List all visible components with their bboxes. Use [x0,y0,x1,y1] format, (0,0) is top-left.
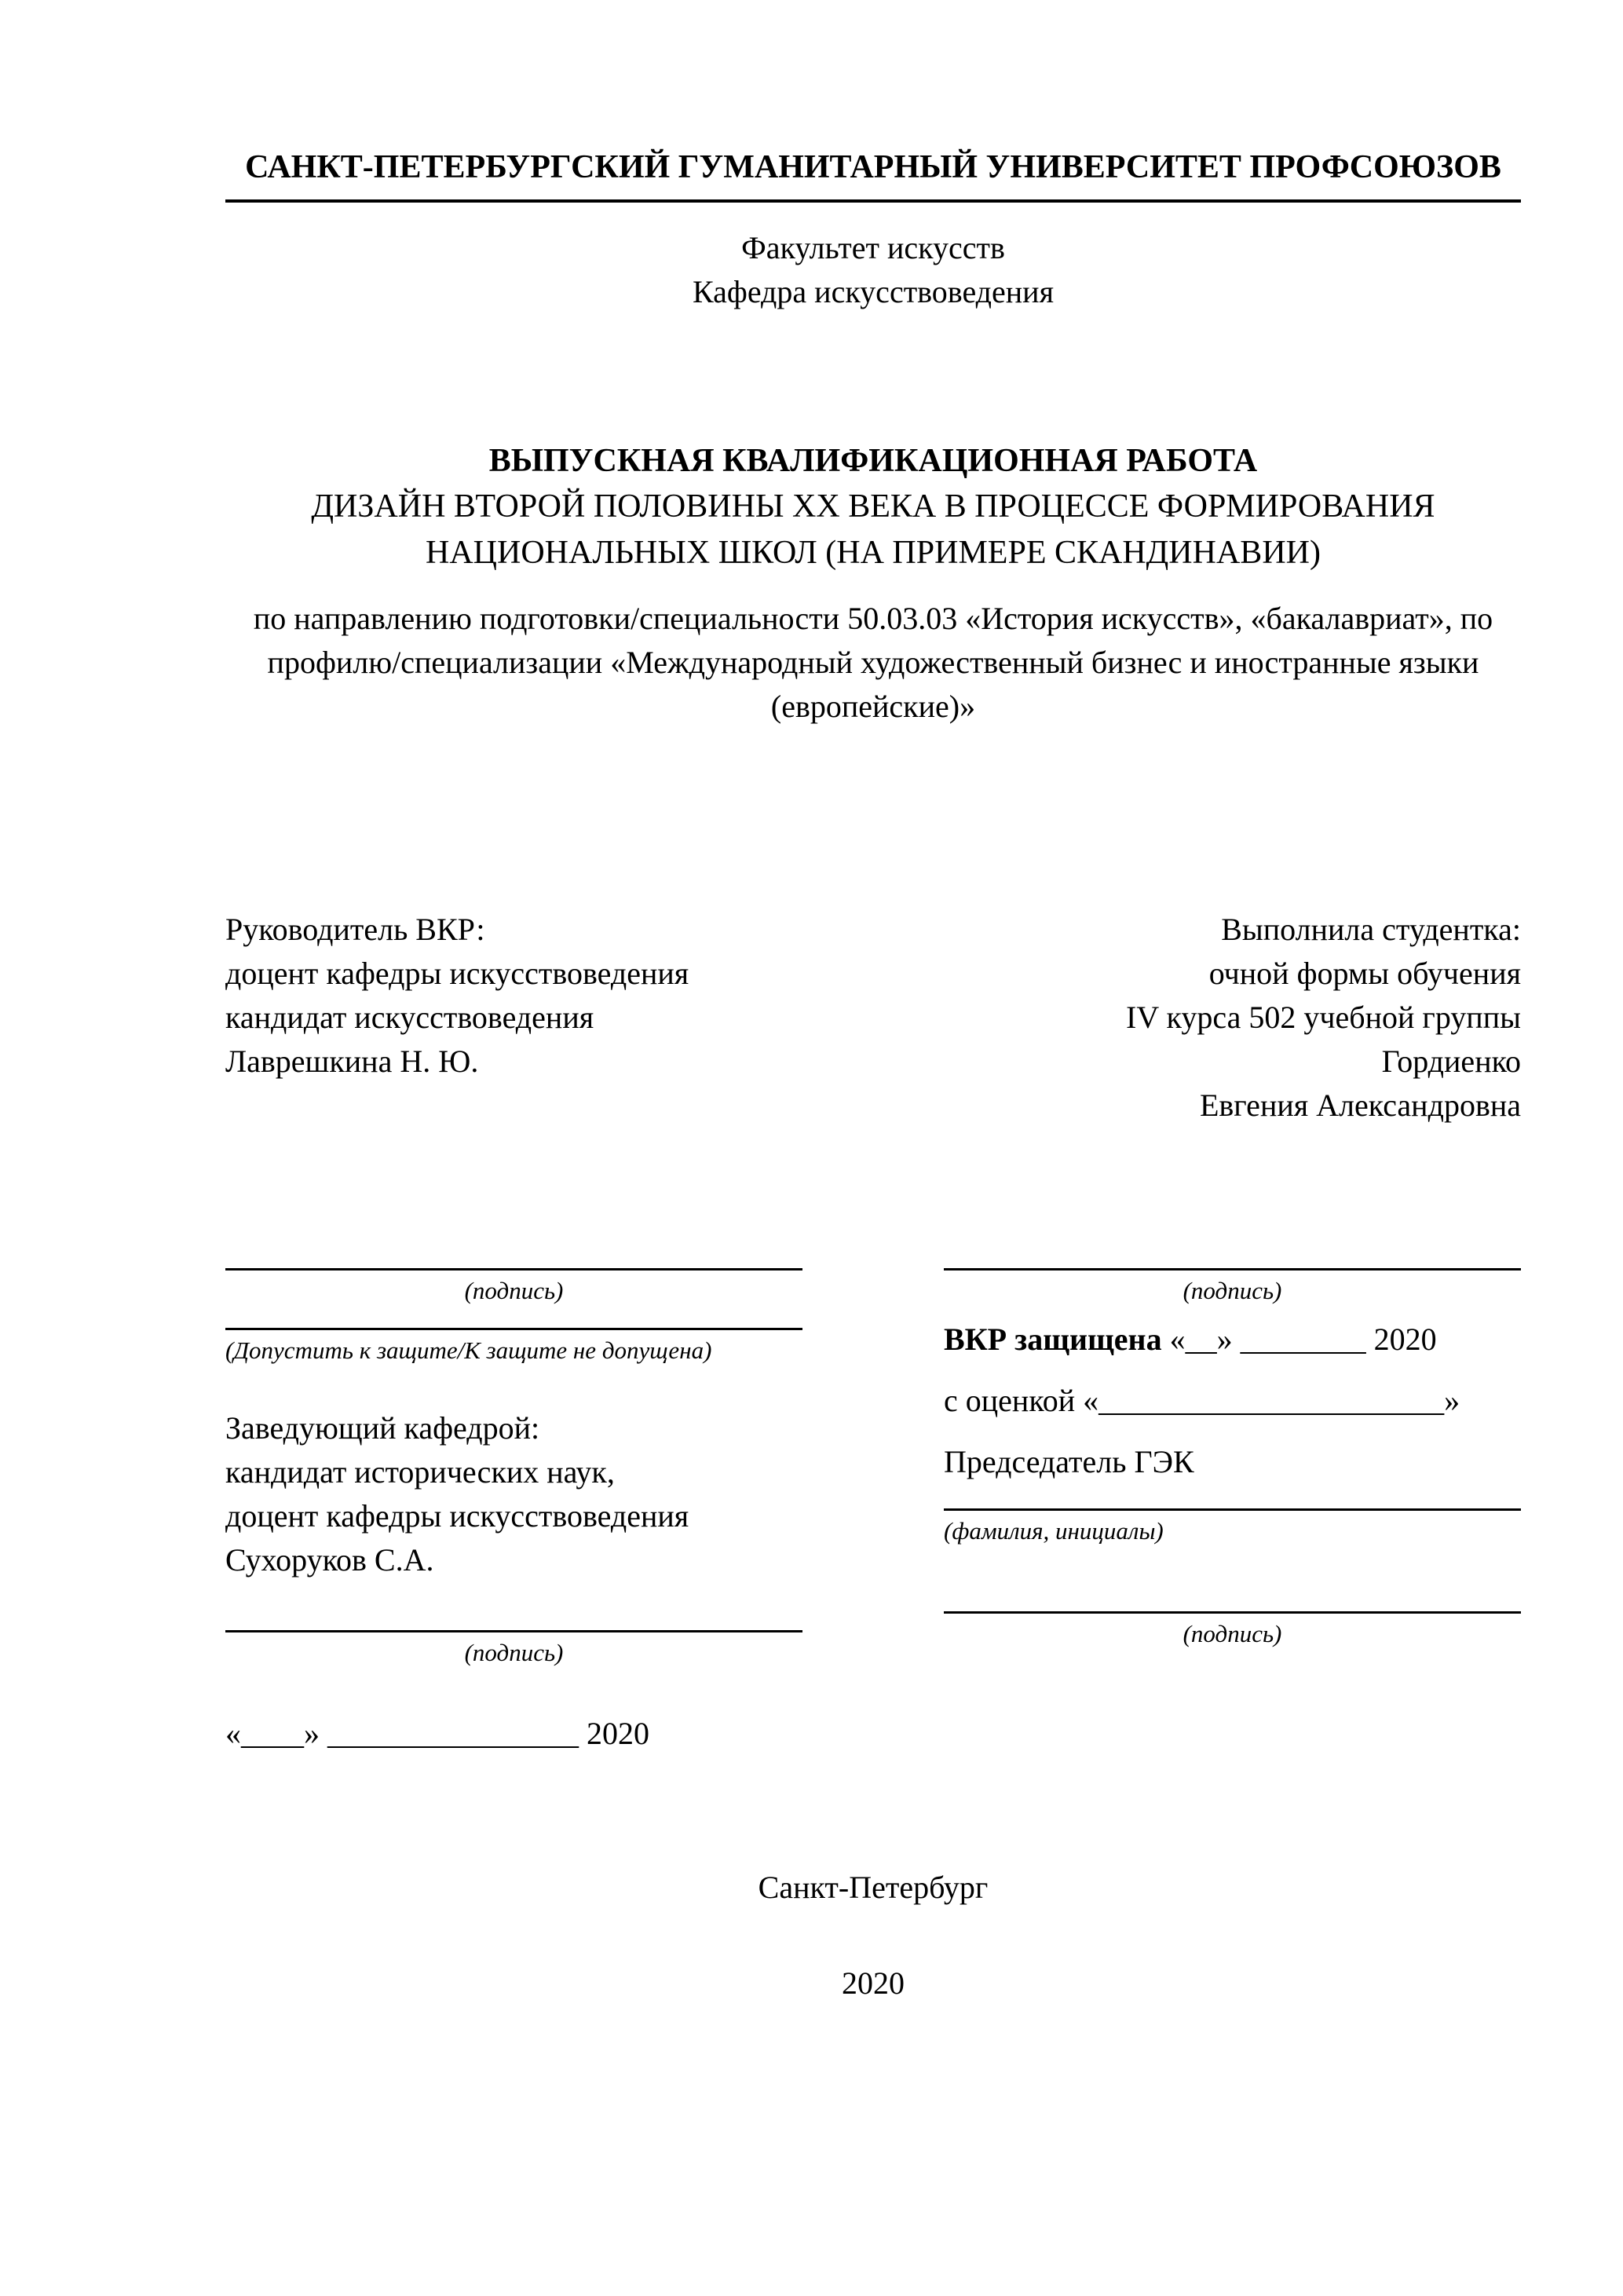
signature-caption: (подпись) [1183,1619,1282,1647]
student-line: Выполнила студентка: [1221,912,1521,948]
right-signature-column [944,1267,1521,1756]
student-block [1126,908,1521,1128]
defense-date-blank: «__» ________ 2020 [1161,1322,1437,1358]
supervisor-block [225,908,689,1128]
faculty-name: Факультет искусств [741,229,1005,265]
university-name: САНКТ-ПЕТЕРБУРГСКИЙ ГУМАНИТАРНЫЙ УНИВЕРСИТЕТ ПРОФСОЮЗОВ [245,149,1501,185]
student-line: Гордиенко [1381,1044,1521,1080]
grade-line: с оценкой «______________________» [944,1383,1460,1419]
year-label: 2020 [842,1965,905,2001]
supervisor-line: доцент кафедры искусствоведения [225,956,689,992]
header-divider [225,199,1521,203]
thesis-title: ДИЗАЙН ВТОРОЙ ПОЛОВИНЫ XX ВЕКА В ПРОЦЕССЕ ФОРМИРОВАНИЯ НАЦИОНАЛЬНЫХ ШКОЛ (НА ПРИМЕРЕ СКАНДИНАВИИ) [311,488,1435,572]
program-description: по направлению подготовки/специальности 50.03.03 «История искусств», «бакалавриат», по профилю/специализации «Международный художественный бизнес и иностранные языки (европейские)» [253,601,1493,725]
student-line: IV курса 502 учебной группы [1126,1000,1521,1036]
head-of-department-line: кандидат исторических наук, [225,1453,615,1490]
faculty-block [225,226,1521,314]
work-type-heading: ВЫПУСКНАЯ КВАЛИФИКАЦИОННАЯ РАБОТА [488,442,1258,479]
head-of-department-line: Сухоруков С.А. [225,1541,434,1578]
signature-caption: (подпись) [464,1277,564,1305]
approval-date-line: «____» ________________ 2020 [225,1715,649,1751]
signature-caption: (подпись) [464,1638,564,1666]
defense-label: ВКР защищена [944,1322,1162,1358]
supervisor-line: Лаврешкина Н. Ю. [225,1044,479,1080]
people-section [225,908,1521,1128]
footer [225,1866,1521,2005]
city-label: Санкт-Петербург [758,1869,989,1905]
student-line: очной формы обучения [1208,956,1521,992]
department-name: Кафедра искусствоведения [693,273,1054,309]
head-of-department-line: Заведующий кафедрой: [225,1409,540,1446]
left-signature-column [225,1267,802,1756]
defense-date-line [944,1318,1521,1362]
admission-caption: (Допустить к защите/К защите не допущена) [225,1336,712,1365]
head-of-department-block [225,1406,802,1582]
chairman-label: Председатель ГЭК [944,1444,1194,1480]
name-caption: (фамилия, инициалы) [944,1517,1164,1545]
signatures-section [225,1267,1521,1756]
student-line: Евгения Александровна [1199,1088,1521,1124]
title-block [225,438,1521,729]
signature-caption: (подпись) [1183,1277,1282,1305]
supervisor-line: Руководитель ВКР: [225,912,485,948]
supervisor-line: кандидат искусствоведения [225,1000,594,1036]
head-of-department-line: доцент кафедры искусствоведения [225,1497,689,1534]
